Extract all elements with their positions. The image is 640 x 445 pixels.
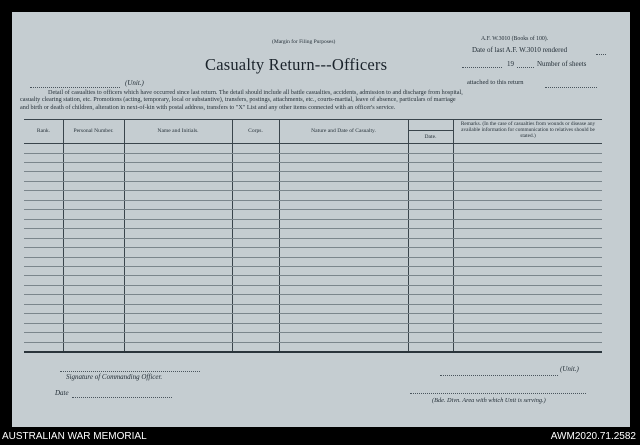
table-row xyxy=(24,323,602,324)
number-of-sheets-label: Number of sheets xyxy=(537,60,587,68)
unit-footer-line xyxy=(440,375,558,376)
date-line xyxy=(72,397,172,398)
unit-footer-label: (Unit.) xyxy=(560,365,579,373)
header-bottom-border xyxy=(24,143,602,144)
table-bottom-border xyxy=(24,351,602,353)
col-remarks-header: Remarks. (In the case of casualties from wounds or disease any available information for communication to relatives should be stated.) xyxy=(460,121,596,140)
col-divider-6 xyxy=(453,119,454,351)
instructions-line-2: casualty clearing station, etc. Promotions (acting, temporary, local or substantive), transfers, postings, attachments, etc., courts-martial, leave of absence, particulars of marriage xyxy=(20,96,456,104)
table-row xyxy=(24,209,602,210)
table-row xyxy=(24,181,602,182)
table-row xyxy=(24,219,602,220)
table-row xyxy=(24,342,602,343)
caption-right: AWM2020.71.2582 xyxy=(550,431,636,442)
table-row xyxy=(24,304,602,305)
bde-label: (Bde. Divn. Area with which Unit is serving.) xyxy=(432,397,546,404)
unit-label: (Unit.) xyxy=(125,79,144,87)
table-row xyxy=(24,266,602,267)
table-row xyxy=(24,238,602,239)
caption-left: AUSTRALIAN WAR MEMORIAL xyxy=(2,431,147,442)
table-row xyxy=(24,275,602,276)
col-rank-header: Rank. xyxy=(36,128,51,134)
signature-line xyxy=(60,371,200,372)
col-corps-header: Corps. xyxy=(248,128,263,134)
instructions-paragraph xyxy=(20,89,598,111)
table-row xyxy=(24,162,602,163)
table-row xyxy=(24,294,602,295)
col-personal-number-header: Personal Number. xyxy=(73,128,114,134)
table-row xyxy=(24,200,602,201)
table-row xyxy=(24,257,602,258)
margin-note: (Margin for Filing Purposes) xyxy=(272,39,336,45)
table-row xyxy=(24,153,602,154)
bde-line xyxy=(410,393,586,394)
col-nature-header: Nature and Date of Casualty. xyxy=(311,128,376,134)
col-date-header: Date. xyxy=(424,134,437,140)
col-divider-1 xyxy=(63,119,64,351)
date-last-rendered-label: Date of last A.F. W.3010 rendered xyxy=(472,46,568,54)
col-divider-4 xyxy=(279,119,280,351)
table-row xyxy=(24,228,602,229)
table-row xyxy=(24,190,602,191)
table-top-border xyxy=(24,119,602,120)
signature-label: Signature of Commanding Officer. xyxy=(66,373,163,381)
col-name-header: Name and Initials. xyxy=(157,128,199,134)
form-reference: A.F. W.3010 (Books of 100). xyxy=(481,36,549,42)
unit-line xyxy=(30,87,120,88)
col-divider-5 xyxy=(408,119,409,351)
attached-line xyxy=(545,87,597,88)
year-prefix: 19 xyxy=(507,60,514,68)
date-subheader-line xyxy=(408,130,453,131)
table-row xyxy=(24,285,602,286)
table-row xyxy=(24,247,602,248)
year-line xyxy=(462,67,502,68)
date-label: Date xyxy=(55,389,69,397)
instructions-line-3: and birth or death of children, alteration in next-of-kin with postal address, transfers to "X" List and any other items connected with an officer's service. xyxy=(20,103,396,111)
sheets-count-line xyxy=(517,67,534,68)
instructions-line-1: Detail of casualties to officers which have occurred since last return. The detail should include all battle casualties, accidents, admission to and discharge from hospital, xyxy=(48,89,463,96)
col-divider-3 xyxy=(232,119,233,351)
date-rendered-line xyxy=(596,54,606,55)
attached-label: attached to this return xyxy=(467,79,524,86)
table-row xyxy=(24,171,602,172)
form-title: Casualty Return---Officers xyxy=(205,55,388,74)
table-row xyxy=(24,332,602,333)
table-row xyxy=(24,313,602,314)
col-divider-2 xyxy=(124,119,125,351)
